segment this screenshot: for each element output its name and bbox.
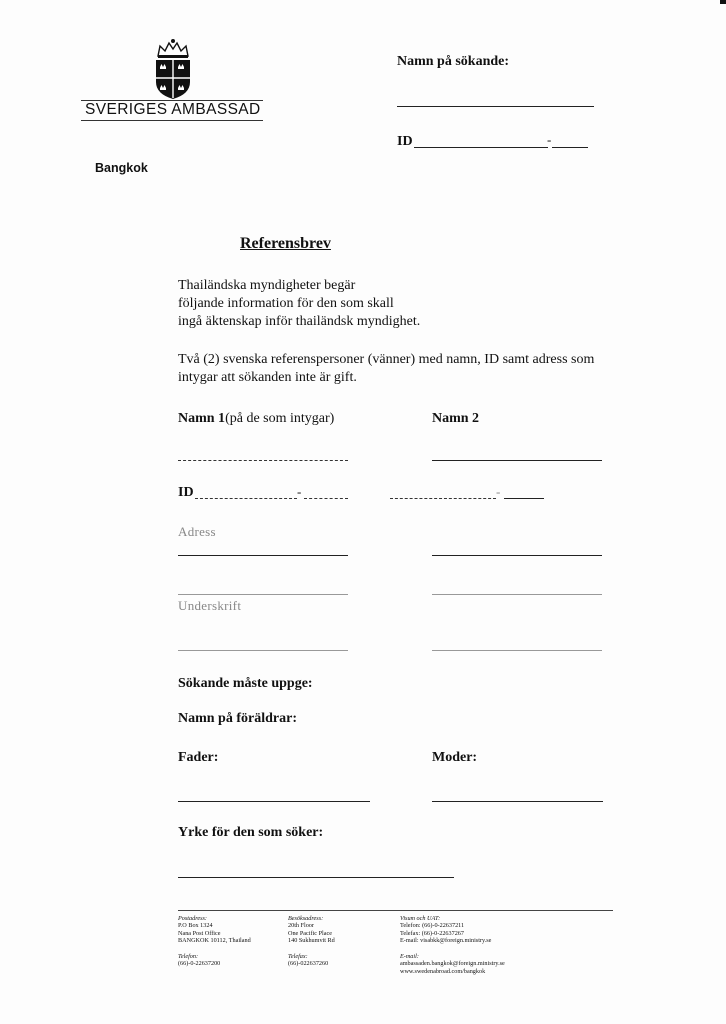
reference-name1-label-rest: (på de som intygar)	[225, 411, 335, 426]
mother-label: Moder:	[432, 750, 478, 765]
footer-fax-value: (66)-022637260	[288, 960, 329, 968]
footer-line: E-mail: visabkk@foreign.ministry.se	[400, 937, 492, 945]
footer-fax-label: Telefax:	[288, 953, 308, 960]
footer-visa-contact	[400, 915, 491, 945]
reference-name1-field[interactable]	[178, 460, 348, 461]
footer-line: Telefax: (66)-0-22637267	[400, 929, 464, 937]
intro-line: Thailändska myndigheter begär	[178, 278, 356, 293]
reference-address2-field-line2[interactable]	[432, 594, 602, 595]
reference-id-label: ID	[178, 485, 194, 500]
applicant-id-separator: -	[547, 132, 552, 147]
intro-line: följande information för den som skall	[178, 296, 394, 311]
reference-address1-field-line1[interactable]	[178, 555, 348, 556]
footer-fax	[288, 953, 328, 968]
reference-signature2-field[interactable]	[432, 650, 602, 651]
footer-postal-address	[178, 915, 251, 945]
intro-paragraph	[178, 277, 420, 331]
mother-name-field[interactable]	[432, 801, 603, 802]
parents-heading: Namn på föräldrar:	[178, 711, 297, 726]
reference-address2-field-line1[interactable]	[432, 555, 602, 556]
intro-line: ingå äktenskap inför thailändsk myndighet.	[178, 314, 421, 329]
footer-email	[400, 953, 505, 975]
footer-line: 140 Sukhumvit Rd	[288, 937, 335, 945]
reference-name1-label	[178, 411, 334, 427]
footer-line: One Pacific Place	[288, 929, 332, 937]
footer-email-label: E-mail:	[400, 953, 419, 960]
footer-website-link[interactable]: www.swedenabroad.com/bangkok	[400, 967, 486, 975]
applicant-name-label: Namn på sökande:	[397, 54, 510, 69]
scan-edge-mark	[720, 0, 726, 4]
applicant-id-field-part2[interactable]	[552, 147, 588, 148]
reference-id2-field-part1[interactable]	[390, 498, 496, 499]
footer-line: 20th Floor	[288, 922, 314, 930]
footer-visa-label: Visum och UAT:	[400, 915, 441, 922]
requirement-line: Två (2) svenska referenspersoner (vänner) med namn, ID samt adress som	[178, 352, 595, 367]
reference-id1-field-part2[interactable]	[304, 498, 348, 499]
footer-phone-value: (66)-0-22637200	[178, 960, 221, 968]
reference-address1-field-line2[interactable]	[178, 594, 348, 595]
applicant-id-field-part1[interactable]	[414, 147, 548, 148]
reference-id1-separator: -	[297, 484, 302, 499]
reference-name1-label-bold: Namn 1	[178, 411, 226, 426]
embassy-name: SVERIGES AMBASSAD	[85, 101, 261, 118]
applicant-must-provide-heading: Sökande måste uppge:	[178, 676, 313, 691]
footer-visit-label: Besöksadress:	[288, 915, 324, 922]
footer-email-link[interactable]: ambassaden.bangkok@foreign.ministry.se	[400, 960, 505, 968]
footer-visit-address	[288, 915, 335, 945]
city-label: Bangkok	[95, 161, 148, 175]
father-name-field[interactable]	[178, 801, 370, 802]
reference-id2-separator: -	[496, 484, 501, 499]
reference-signature-label: Underskrift	[178, 598, 242, 613]
occupation-field[interactable]	[178, 877, 454, 878]
swedish-coat-of-arms-icon	[148, 38, 198, 100]
applicant-name-field[interactable]	[397, 106, 594, 107]
reference-name2-label: Namn 2	[432, 411, 480, 426]
reference-signature1-field[interactable]	[178, 650, 348, 651]
footer-phone	[178, 953, 220, 968]
applicant-id-label: ID	[397, 134, 413, 149]
reference-id1-field-part1[interactable]	[195, 498, 297, 499]
footer-phone-label: Telefon:	[178, 953, 199, 960]
reference-name2-field[interactable]	[432, 460, 602, 461]
footer-postal-label: Postadress:	[178, 915, 207, 922]
letter-title: Referensbrev	[240, 235, 331, 252]
footer-rule	[178, 910, 613, 911]
footer-line: P.O Box 1324	[178, 922, 213, 930]
requirement-paragraph	[178, 351, 594, 387]
occupation-label: Yrke för den som söker:	[178, 825, 324, 840]
requirement-line: intygar att sökanden inte är gift.	[178, 370, 357, 385]
footer-line: Telefon: (66)-0-22637211	[400, 922, 465, 930]
father-label: Fader:	[178, 750, 219, 765]
footer-line: BANGKOK 10112, Thailand	[178, 937, 251, 945]
logo-rule-bottom	[81, 120, 263, 121]
footer-line: Nana Post Office	[178, 929, 221, 937]
reference-id2-field-part2[interactable]	[504, 498, 544, 499]
reference-address-label: Adress	[178, 524, 216, 539]
